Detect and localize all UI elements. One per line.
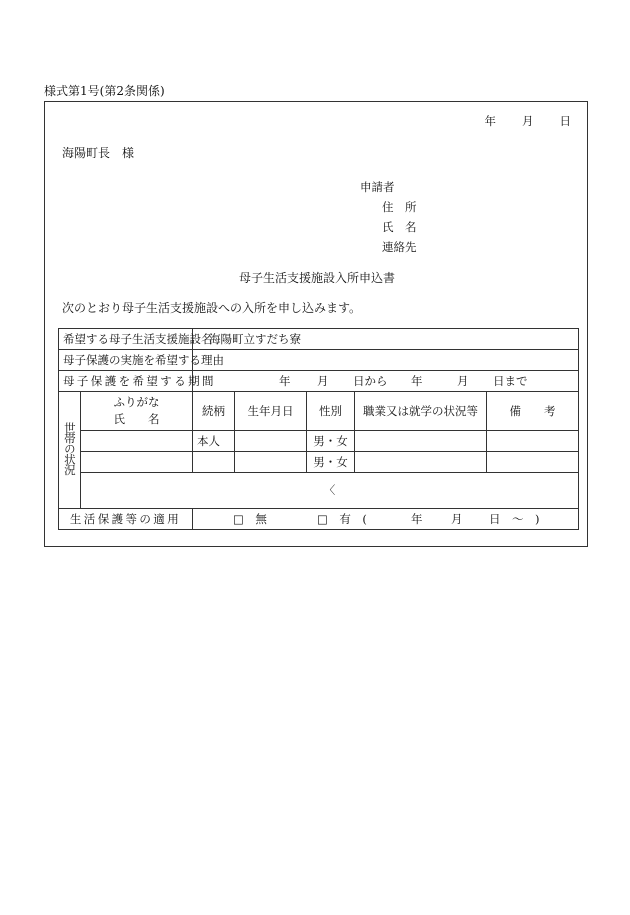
facility-row: [59, 329, 579, 350]
birthdate-header: 生年月日: [235, 392, 307, 431]
period-to-year: 年: [411, 373, 423, 388]
welfare-none-option[interactable]: □ 無: [233, 511, 267, 526]
name-header: [81, 392, 193, 431]
facility-label: 希望する母子生活支援施設名: [59, 329, 193, 350]
household-label: 世帯の状況: [62, 422, 77, 475]
form-number-label: 様式第1号(第2条関係): [44, 84, 165, 98]
period-field[interactable]: [193, 371, 579, 392]
household-header-row: [59, 392, 579, 431]
household-row: [59, 452, 579, 473]
member-gender[interactable]: 男・女: [307, 452, 355, 473]
period-to-month: 月: [457, 373, 469, 388]
period-row: [59, 371, 579, 392]
reason-field[interactable]: [193, 350, 579, 371]
continuation-row: [59, 473, 579, 509]
period-from-day: 日から: [353, 373, 388, 388]
date-year: 年: [484, 114, 496, 128]
reason-label: 母子保護の実施を希望する理由: [59, 350, 193, 371]
period-label: 母子保護を希望する期間: [59, 371, 193, 392]
welfare-year: 年: [411, 511, 423, 526]
welfare-day: 日 〜 ): [489, 511, 540, 526]
addressee: 海陽町長 様: [62, 146, 135, 160]
gender-header: 性別: [307, 392, 355, 431]
member-occupation-field[interactable]: [355, 431, 487, 452]
member-remarks-field[interactable]: [487, 452, 579, 473]
applicant-address-label: 住 所: [382, 200, 417, 214]
date-line: [459, 116, 572, 128]
household-row: [59, 431, 579, 452]
relation-header: 続柄: [193, 392, 235, 431]
form-title: 母子生活支援施設入所申込書: [238, 271, 395, 285]
facility-value: 海陽町立すだち寮: [193, 329, 579, 350]
member-name-field[interactable]: [81, 452, 193, 473]
household-label-cell: [59, 392, 81, 509]
applicant-contact-label: 連絡先: [382, 240, 417, 254]
date-month: 月: [522, 114, 534, 128]
applicant-heading: 申請者: [360, 180, 395, 194]
period-to-day: 日まで: [493, 373, 528, 388]
member-name-field[interactable]: [81, 431, 193, 452]
reason-row: [59, 350, 579, 371]
date-day: 日: [559, 114, 571, 128]
application-form-frame: [44, 101, 588, 547]
welfare-label: 生活保護等の適用: [59, 509, 193, 530]
remarks-header: 備 考: [487, 392, 579, 431]
member-gender[interactable]: 男・女: [307, 431, 355, 452]
member-relation: 本人: [193, 431, 235, 452]
welfare-yes-option[interactable]: □ 有 (: [317, 511, 367, 526]
continuation-mark: 〈: [81, 473, 579, 509]
application-table: [58, 328, 579, 530]
member-birthdate-field[interactable]: [235, 431, 307, 452]
member-birthdate-field[interactable]: [235, 452, 307, 473]
period-from-month: 月: [317, 373, 329, 388]
intro-text: 次のとおり母子生活支援施設への入所を申し込みます。: [62, 301, 362, 315]
member-relation[interactable]: [193, 452, 235, 473]
furigana-header: ふりがな: [113, 395, 160, 410]
welfare-row: [59, 509, 579, 530]
welfare-month: 月: [451, 511, 463, 526]
occupation-header: 職業又は就学の状況等: [355, 392, 487, 431]
member-remarks-field[interactable]: [487, 431, 579, 452]
name-header-label: 氏 名: [113, 412, 160, 426]
welfare-field[interactable]: [193, 509, 579, 530]
period-from-year: 年: [279, 373, 291, 388]
member-occupation-field[interactable]: [355, 452, 487, 473]
applicant-name-label: 氏 名: [382, 220, 417, 234]
